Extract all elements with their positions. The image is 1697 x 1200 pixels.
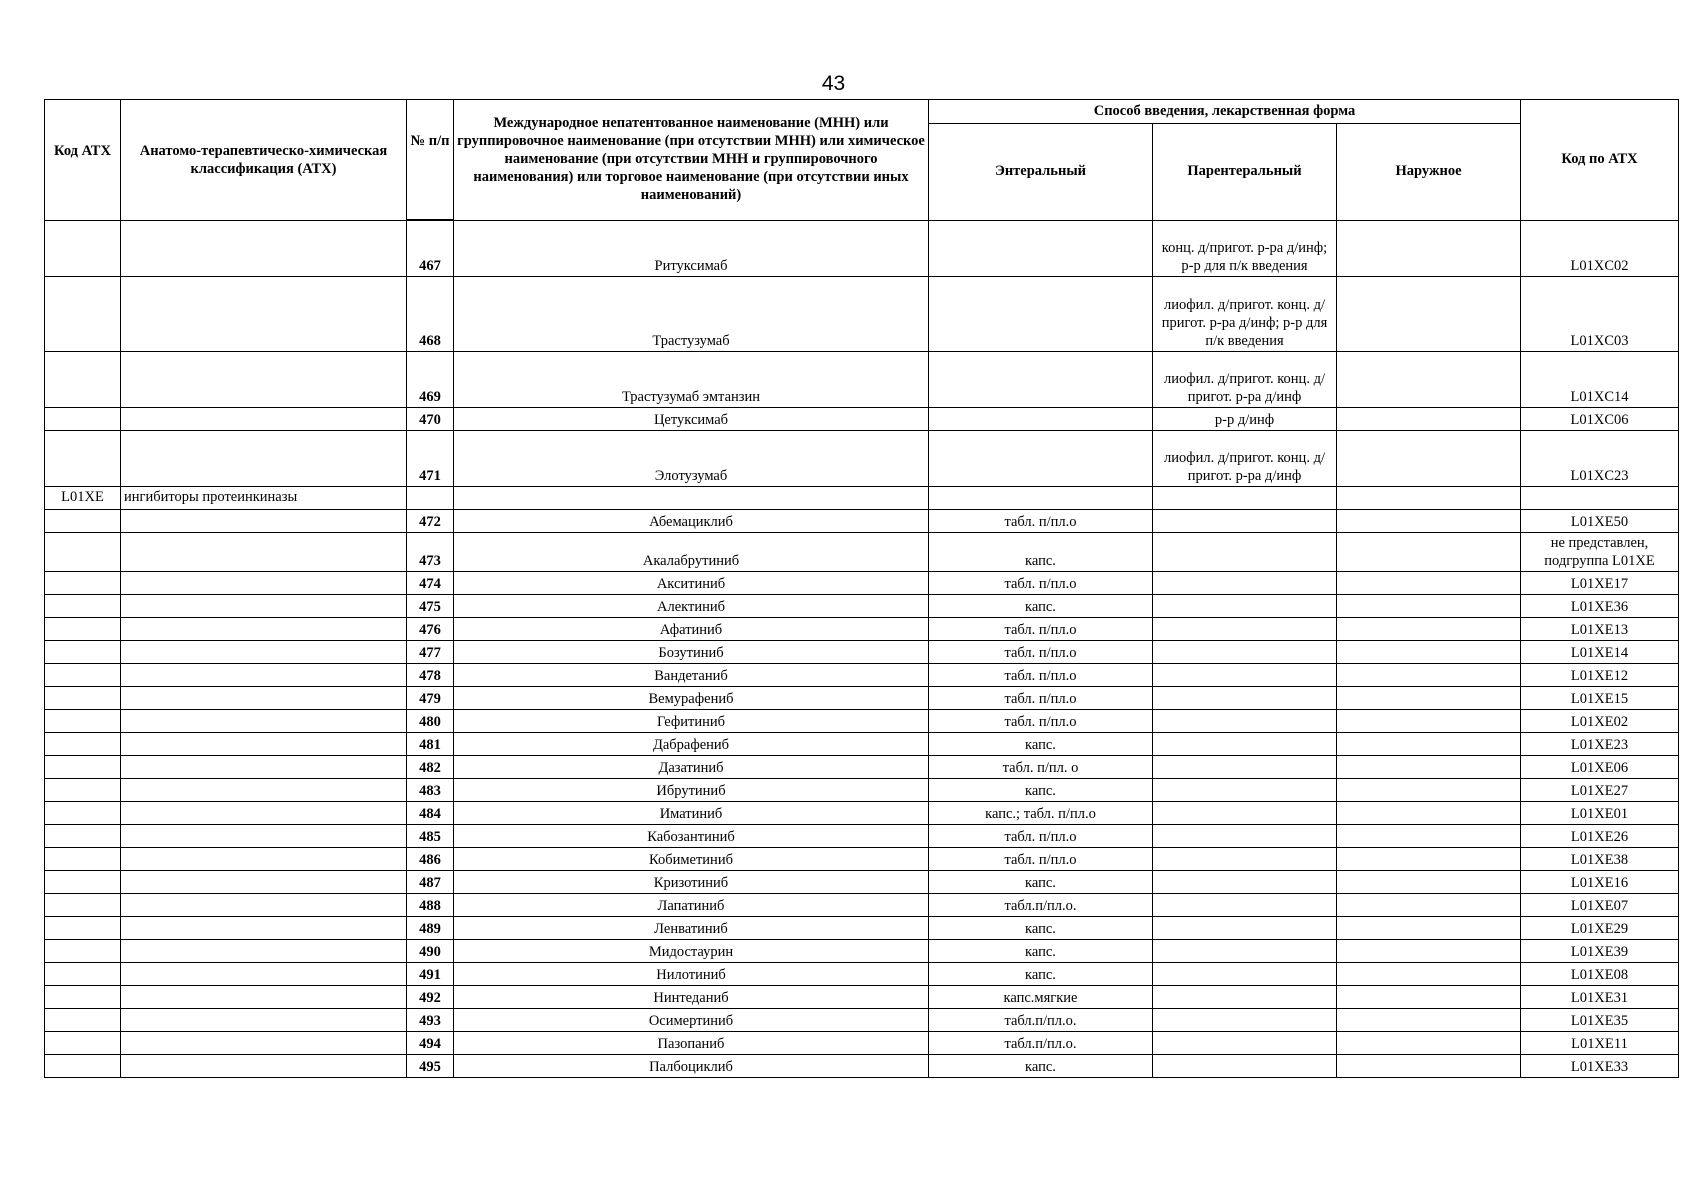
- header-enteral: Энтеральный: [929, 124, 1153, 221]
- cell-name: Элотузумаб: [454, 431, 929, 487]
- cell-enteral: табл. п/пл.о: [929, 641, 1153, 664]
- cell-enteral: капс.; табл. п/пл.о: [929, 802, 1153, 825]
- cell-name: Иматиниб: [454, 802, 929, 825]
- cell-atx-code: L01XE29: [1521, 917, 1679, 940]
- cell-code: [45, 1032, 121, 1055]
- table-row: [45, 963, 1679, 986]
- cell-enteral: табл. п/пл.о: [929, 618, 1153, 641]
- cell-code: [45, 641, 121, 664]
- cell-number: 480: [407, 710, 454, 733]
- cell-enteral: табл.п/пл.о.: [929, 1009, 1153, 1032]
- cell-name: Кабозантиниб: [454, 825, 929, 848]
- cell-number: 493: [407, 1009, 454, 1032]
- header-code-atx: Код АТХ: [45, 100, 121, 221]
- table-header: [45, 100, 1679, 221]
- cell-name: Лапатиниб: [454, 894, 929, 917]
- cell-number: 475: [407, 595, 454, 618]
- cell-parenteral: [1153, 1055, 1337, 1078]
- cell-enteral: капс.: [929, 1055, 1153, 1078]
- cell-parenteral: [1153, 733, 1337, 756]
- cell-number: 477: [407, 641, 454, 664]
- cell-parenteral: [1153, 710, 1337, 733]
- table-row: [45, 1055, 1679, 1078]
- cell-number: 483: [407, 779, 454, 802]
- cell-code: [45, 963, 121, 986]
- cell-parenteral: [1153, 917, 1337, 940]
- cell-number: 491: [407, 963, 454, 986]
- cell-classification: [121, 802, 407, 825]
- cell-classification: [121, 572, 407, 595]
- cell-code: [45, 1055, 121, 1078]
- cell-atx-code: L01XE17: [1521, 572, 1679, 595]
- cell-name: Абемациклиб: [454, 510, 929, 533]
- cell-parenteral: [1153, 1032, 1337, 1055]
- table-row: [45, 871, 1679, 894]
- cell-atx-code: L01XE23: [1521, 733, 1679, 756]
- cell-classification: ингибиторы протеинкиназы: [121, 487, 407, 510]
- table-row: [45, 917, 1679, 940]
- cell-code: [45, 664, 121, 687]
- cell-atx-code: L01XE13: [1521, 618, 1679, 641]
- table-row: [45, 894, 1679, 917]
- cell-external: [1337, 986, 1521, 1009]
- cell-name: Акалабрутиниб: [454, 533, 929, 572]
- cell-parenteral: [1153, 1009, 1337, 1032]
- cell-number: 486: [407, 848, 454, 871]
- cell-classification: [121, 917, 407, 940]
- cell-enteral: капс.: [929, 533, 1153, 572]
- cell-number: 482: [407, 756, 454, 779]
- cell-classification: [121, 618, 407, 641]
- cell-atx-code: L01XC02: [1521, 221, 1679, 277]
- cell-atx-code: L01XE02: [1521, 710, 1679, 733]
- cell-atx-code: L01XE33: [1521, 1055, 1679, 1078]
- cell-enteral: [929, 408, 1153, 431]
- cell-atx-code: L01XC03: [1521, 277, 1679, 352]
- cell-name: Нинтеданиб: [454, 986, 929, 1009]
- cell-external: [1337, 352, 1521, 408]
- cell-parenteral: [1153, 756, 1337, 779]
- cell-enteral: [929, 431, 1153, 487]
- cell-parenteral: [1153, 871, 1337, 894]
- cell-name: Вандетаниб: [454, 664, 929, 687]
- page-number: [0, 72, 1697, 96]
- cell-external: [1337, 277, 1521, 352]
- cell-number: 492: [407, 986, 454, 1009]
- table-row: [45, 618, 1679, 641]
- cell-parenteral: лиофил. д/пригот. конц. д/пригот. р-ра д/инф: [1153, 431, 1337, 487]
- cell-classification: [121, 871, 407, 894]
- cell-code: [45, 871, 121, 894]
- cell-classification: [121, 221, 407, 277]
- page-number-text: 43: [821, 72, 846, 95]
- table-row: [45, 641, 1679, 664]
- table-row: [45, 431, 1679, 487]
- cell-code: [45, 408, 121, 431]
- cell-classification: [121, 352, 407, 408]
- cell-external: [1337, 641, 1521, 664]
- cell-name: Кризотиниб: [454, 871, 929, 894]
- cell-name: Нилотиниб: [454, 963, 929, 986]
- cell-code: [45, 533, 121, 572]
- table-row: [45, 756, 1679, 779]
- cell-external: [1337, 533, 1521, 572]
- cell-name: Палбоциклиб: [454, 1055, 929, 1078]
- cell-parenteral: [1153, 618, 1337, 641]
- cell-atx-code: L01XC23: [1521, 431, 1679, 487]
- cell-classification: [121, 431, 407, 487]
- cell-code: [45, 802, 121, 825]
- cell-parenteral: [1153, 641, 1337, 664]
- cell-external: [1337, 871, 1521, 894]
- cell-code: [45, 221, 121, 277]
- cell-classification: [121, 1032, 407, 1055]
- cell-number: 494: [407, 1032, 454, 1055]
- cell-external: [1337, 710, 1521, 733]
- table-row: [45, 352, 1679, 408]
- cell-enteral: табл. п/пл.о: [929, 572, 1153, 595]
- cell-code: [45, 894, 121, 917]
- cell-parenteral: [1153, 595, 1337, 618]
- cell-classification: [121, 756, 407, 779]
- cell-number: 487: [407, 871, 454, 894]
- cell-classification: [121, 510, 407, 533]
- cell-name: Ленватиниб: [454, 917, 929, 940]
- table-row: [45, 710, 1679, 733]
- cell-parenteral: лиофил. д/пригот. конц. д/пригот. р-ра д/инф; р-р для п/к введения: [1153, 277, 1337, 352]
- table-body: [45, 221, 1679, 1078]
- cell-number: 476: [407, 618, 454, 641]
- cell-external: [1337, 848, 1521, 871]
- table-row: [45, 408, 1679, 431]
- cell-parenteral: [1153, 848, 1337, 871]
- cell-code: L01XE: [45, 487, 121, 510]
- group-row: [45, 487, 1679, 510]
- cell-number: 473: [407, 533, 454, 572]
- cell-classification: [121, 848, 407, 871]
- cell-parenteral: [1153, 533, 1337, 572]
- cell-number: 488: [407, 894, 454, 917]
- cell-atx-code: L01XE06: [1521, 756, 1679, 779]
- table-row: [45, 825, 1679, 848]
- cell-name: Ритуксимаб: [454, 221, 929, 277]
- cell-atx-code: L01XE07: [1521, 894, 1679, 917]
- cell-number: 478: [407, 664, 454, 687]
- cell-name: Дазатиниб: [454, 756, 929, 779]
- cell-external: [1337, 802, 1521, 825]
- header-classification: Анатомо-терапевтическо-химическая классификация (АТХ): [121, 100, 407, 221]
- cell-number: 469: [407, 352, 454, 408]
- table-row: [45, 1032, 1679, 1055]
- cell-parenteral: [1153, 572, 1337, 595]
- cell-external: [1337, 779, 1521, 802]
- cell-parenteral: [1153, 510, 1337, 533]
- cell-external: [1337, 510, 1521, 533]
- cell-enteral: капс.: [929, 917, 1153, 940]
- cell-number: 474: [407, 572, 454, 595]
- cell-atx-code: [1521, 487, 1679, 510]
- cell-classification: [121, 277, 407, 352]
- table-row: [45, 664, 1679, 687]
- table-row: [45, 277, 1679, 352]
- cell-enteral: табл.п/пл.о.: [929, 1032, 1153, 1055]
- cell-name: Алектиниб: [454, 595, 929, 618]
- table-row: [45, 1009, 1679, 1032]
- cell-external: [1337, 431, 1521, 487]
- cell-number: 484: [407, 802, 454, 825]
- cell-classification: [121, 408, 407, 431]
- cell-enteral: табл. п/пл.о: [929, 510, 1153, 533]
- cell-code: [45, 848, 121, 871]
- cell-classification: [121, 641, 407, 664]
- cell-external: [1337, 1032, 1521, 1055]
- cell-code: [45, 595, 121, 618]
- cell-atx-code: L01XE27: [1521, 779, 1679, 802]
- table-row: [45, 595, 1679, 618]
- cell-external: [1337, 595, 1521, 618]
- cell-classification: [121, 687, 407, 710]
- cell-enteral: табл. п/пл.о: [929, 687, 1153, 710]
- cell-parenteral: [1153, 779, 1337, 802]
- cell-number: 490: [407, 940, 454, 963]
- cell-enteral: [929, 487, 1153, 510]
- cell-enteral: [929, 221, 1153, 277]
- cell-number: 468: [407, 277, 454, 352]
- cell-number: 467: [407, 221, 454, 277]
- cell-classification: [121, 825, 407, 848]
- cell-external: [1337, 221, 1521, 277]
- cell-classification: [121, 779, 407, 802]
- cell-atx-code: L01XC06: [1521, 408, 1679, 431]
- cell-name: Трастузумаб: [454, 277, 929, 352]
- cell-atx-code: L01XE16: [1521, 871, 1679, 894]
- cell-name: Пазопаниб: [454, 1032, 929, 1055]
- cell-classification: [121, 940, 407, 963]
- cell-code: [45, 940, 121, 963]
- cell-external: [1337, 963, 1521, 986]
- cell-number: [407, 487, 454, 510]
- cell-code: [45, 352, 121, 408]
- cell-classification: [121, 894, 407, 917]
- cell-enteral: капс.: [929, 779, 1153, 802]
- header-number: № п/п: [407, 100, 454, 220]
- cell-name: Ибрутиниб: [454, 779, 929, 802]
- cell-classification: [121, 1009, 407, 1032]
- cell-classification: [121, 595, 407, 618]
- header-route-group: Способ введения, лекарственная форма: [929, 100, 1521, 124]
- cell-external: [1337, 408, 1521, 431]
- cell-name: Акситиниб: [454, 572, 929, 595]
- cell-enteral: [929, 277, 1153, 352]
- cell-enteral: табл. п/пл.о: [929, 825, 1153, 848]
- cell-parenteral: лиофил. д/пригот. конц. д/пригот. р-ра д/инф: [1153, 352, 1337, 408]
- cell-external: [1337, 917, 1521, 940]
- table-row: [45, 510, 1679, 533]
- cell-parenteral: [1153, 802, 1337, 825]
- cell-external: [1337, 940, 1521, 963]
- cell-atx-code: L01XC14: [1521, 352, 1679, 408]
- cell-parenteral: конц. д/пригот. р-ра д/инф; р-р для п/к введения: [1153, 221, 1337, 277]
- cell-number: 489: [407, 917, 454, 940]
- cell-atx-code: L01XE36: [1521, 595, 1679, 618]
- cell-number: 495: [407, 1055, 454, 1078]
- cell-external: [1337, 825, 1521, 848]
- cell-atx-code: L01XE11: [1521, 1032, 1679, 1055]
- cell-name: Цетуксимаб: [454, 408, 929, 431]
- cell-external: [1337, 756, 1521, 779]
- cell-atx-code: L01XE14: [1521, 641, 1679, 664]
- cell-enteral: капс.: [929, 733, 1153, 756]
- cell-code: [45, 510, 121, 533]
- table-row: [45, 733, 1679, 756]
- table-row: [45, 940, 1679, 963]
- header-atx-code: Код по АТХ: [1521, 100, 1679, 221]
- table-row: [45, 802, 1679, 825]
- cell-number: 485: [407, 825, 454, 848]
- cell-parenteral: р-р д/инф: [1153, 408, 1337, 431]
- cell-name: Дабрафениб: [454, 733, 929, 756]
- cell-name: Мидостаурин: [454, 940, 929, 963]
- header-name: Международное непатентованное наименование (МНН) или группировочное наименование (при отсутствии МНН) или химическое наименование (при отсутствии МНН и группировочного наименования) или торговое наименование (при отсутствии иных наименований): [454, 100, 929, 221]
- cell-classification: [121, 1055, 407, 1078]
- cell-parenteral: [1153, 664, 1337, 687]
- cell-atx-code: L01XE08: [1521, 963, 1679, 986]
- cell-external: [1337, 572, 1521, 595]
- table-row: [45, 986, 1679, 1009]
- cell-code: [45, 756, 121, 779]
- cell-parenteral: [1153, 825, 1337, 848]
- cell-external: [1337, 687, 1521, 710]
- cell-enteral: табл. п/пл.о: [929, 848, 1153, 871]
- table-row: [45, 687, 1679, 710]
- table-row: [45, 221, 1679, 277]
- cell-parenteral: [1153, 894, 1337, 917]
- cell-external: [1337, 664, 1521, 687]
- cell-number: 479: [407, 687, 454, 710]
- cell-code: [45, 618, 121, 641]
- cell-code: [45, 733, 121, 756]
- cell-external: [1337, 487, 1521, 510]
- cell-code: [45, 779, 121, 802]
- cell-name: [454, 487, 929, 510]
- cell-code: [45, 710, 121, 733]
- cell-external: [1337, 733, 1521, 756]
- cell-name: Кобиметиниб: [454, 848, 929, 871]
- cell-name: Афатиниб: [454, 618, 929, 641]
- cell-atx-code: L01XE12: [1521, 664, 1679, 687]
- cell-name: Бозутиниб: [454, 641, 929, 664]
- cell-atx-code: L01XE15: [1521, 687, 1679, 710]
- cell-atx-code: L01XE39: [1521, 940, 1679, 963]
- cell-parenteral: [1153, 687, 1337, 710]
- cell-classification: [121, 664, 407, 687]
- cell-number: 472: [407, 510, 454, 533]
- header-external: Наружное: [1337, 124, 1521, 221]
- cell-parenteral: [1153, 963, 1337, 986]
- cell-classification: [121, 986, 407, 1009]
- cell-name: Вемурафениб: [454, 687, 929, 710]
- drug-table: [44, 99, 1679, 1078]
- cell-enteral: [929, 352, 1153, 408]
- cell-enteral: табл. п/пл.о: [929, 710, 1153, 733]
- cell-number: 470: [407, 408, 454, 431]
- cell-code: [45, 277, 121, 352]
- cell-classification: [121, 710, 407, 733]
- cell-enteral: табл. п/пл. о: [929, 756, 1153, 779]
- cell-atx-code: L01XE50: [1521, 510, 1679, 533]
- table-row: [45, 572, 1679, 595]
- header-parenteral: Парентеральный: [1153, 124, 1337, 221]
- table-row: [45, 779, 1679, 802]
- cell-classification: [121, 963, 407, 986]
- cell-external: [1337, 1009, 1521, 1032]
- cell-atx-code: L01XE38: [1521, 848, 1679, 871]
- cell-enteral: капс.мягкие: [929, 986, 1153, 1009]
- cell-code: [45, 917, 121, 940]
- cell-parenteral: [1153, 487, 1337, 510]
- cell-external: [1337, 894, 1521, 917]
- cell-atx-code: L01XE31: [1521, 986, 1679, 1009]
- cell-external: [1337, 1055, 1521, 1078]
- cell-parenteral: [1153, 986, 1337, 1009]
- cell-enteral: капс.: [929, 940, 1153, 963]
- cell-name: Осимертиниб: [454, 1009, 929, 1032]
- cell-enteral: табл.п/пл.о.: [929, 894, 1153, 917]
- cell-atx-code: L01XE26: [1521, 825, 1679, 848]
- cell-parenteral: [1153, 940, 1337, 963]
- cell-classification: [121, 533, 407, 572]
- cell-atx-code: L01XE35: [1521, 1009, 1679, 1032]
- cell-name: Трастузумаб эмтанзин: [454, 352, 929, 408]
- cell-enteral: капс.: [929, 871, 1153, 894]
- cell-enteral: капс.: [929, 963, 1153, 986]
- cell-code: [45, 825, 121, 848]
- cell-atx-code: не представлен, подгруппа L01XE: [1521, 533, 1679, 572]
- table-row: [45, 848, 1679, 871]
- cell-code: [45, 687, 121, 710]
- cell-code: [45, 431, 121, 487]
- cell-code: [45, 986, 121, 1009]
- table-row: [45, 533, 1679, 572]
- cell-code: [45, 1009, 121, 1032]
- cell-name: Гефитиниб: [454, 710, 929, 733]
- cell-number: 481: [407, 733, 454, 756]
- cell-number: 471: [407, 431, 454, 487]
- cell-enteral: капс.: [929, 595, 1153, 618]
- cell-enteral: табл. п/пл.о: [929, 664, 1153, 687]
- cell-atx-code: L01XE01: [1521, 802, 1679, 825]
- cell-classification: [121, 733, 407, 756]
- cell-external: [1337, 618, 1521, 641]
- cell-code: [45, 572, 121, 595]
